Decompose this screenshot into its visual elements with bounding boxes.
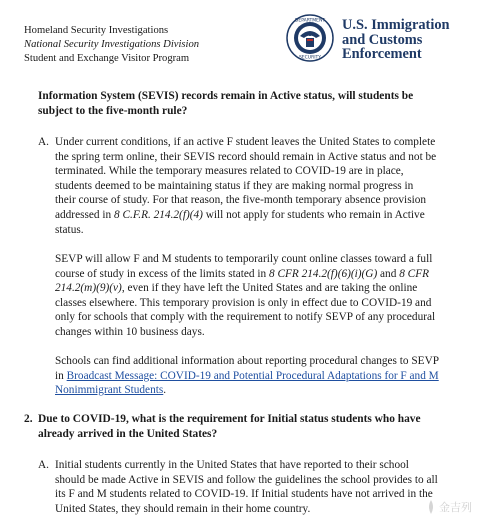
question-2-text [38, 412, 468, 442]
a1-line: students deemed to be maintaining status if they are making normal progress in [55, 179, 414, 192]
cfr-citation: 8 CFR 214.2(f)(6)(i)(G) [268, 267, 378, 280]
a1-line: terminated. While the temporary measures related to COVID-19 are in place, [55, 165, 404, 178]
ice-brand [342, 18, 450, 62]
a2-line: should be made Active in SEVIS and follow the guidelines the school provides to all [55, 473, 438, 486]
a1-line: classes elsewhere. This temporary provision is only in effect due to COVID-19 and [55, 296, 432, 309]
broadcast-message-link[interactable]: Nonimmigrant Students [55, 384, 164, 397]
a1-line [55, 383, 465, 398]
broadcast-message-link[interactable]: Broadcast Message: COVID-19 and Potential Procedural Adaptations for F and M [66, 369, 439, 382]
watermark-mark-icon [429, 500, 433, 514]
answer-2-paragraph [55, 458, 465, 516]
watermark-logo [425, 496, 481, 518]
a1-text: and [377, 267, 400, 280]
a1-line: only for schools that comply with the requirement to notify SEVP of any procedural [55, 311, 436, 324]
answer-2-label: A. [38, 459, 49, 471]
a1-line: Schools can find additional information about reporting procedural changes to SEVP [55, 355, 440, 367]
answer-1-paragraph-1 [55, 135, 465, 237]
a1-text: will not apply for students who remain in Active [202, 208, 425, 221]
a1-text: course of study in excess of the limits stated in [55, 267, 269, 280]
answer-1-label: A. [38, 136, 49, 148]
a1-text: . [163, 384, 167, 397]
q2-line: already arrived in the United States? [38, 428, 218, 440]
brand-line-2: and Customs [342, 31, 423, 48]
cfr-citation: 214.2(m)(9)(v) [55, 282, 122, 295]
a1-line: Under current conditions, if an active F student leaves the United States to complete [55, 136, 436, 148]
cfr-citation: 8 C.F.R. 214.2(f)(4) [113, 208, 203, 221]
answer-1-paragraph-2 [55, 252, 465, 340]
question-2-number: 2. [24, 413, 33, 425]
brand-line-3: Enforcement [342, 46, 422, 62]
a1-line [55, 369, 465, 384]
a1-line: the spring term online, their SEVIS record should remain in Active status and not be [55, 150, 437, 163]
agency-line-2: National Security Investigations Division [24, 39, 200, 50]
question-1-continuation [38, 89, 468, 119]
a2-line: its F and M students related to COVID-19. If Initial students have not arrived in the [55, 488, 433, 501]
watermark-text: 金吉列 [439, 501, 472, 514]
cfr-citation: 8 CFR [399, 267, 429, 280]
a1-text: in [55, 369, 67, 382]
dhs-seal-icon [286, 14, 334, 62]
seal-bottom-text: SECURITY [298, 55, 322, 61]
a1-line [55, 281, 465, 296]
agency-line-1: Homeland Security Investigations [24, 25, 169, 36]
a1-line: status. [55, 223, 84, 236]
answer-1-paragraph-3 [55, 354, 465, 398]
a2-line: Initial students currently in the United States that have reported to their school [55, 459, 409, 471]
q1-line: Information System (SEVIS) records remain in Active status, will students be [38, 90, 414, 102]
a1-text: addressed in [55, 208, 114, 221]
agency-line-3: Student and Exchange Visitor Program [24, 53, 190, 64]
a1-line: changes within 10 business days. [55, 325, 205, 338]
a1-line [55, 267, 465, 282]
q2-line: Due to COVID-19, what is the requirement for Initial status students who have [38, 413, 421, 425]
agency-lines [24, 24, 199, 66]
a1-line: their course of study. For that reason, the five-month temporary absence provision [55, 194, 427, 207]
q1-line: subject to the five-month rule? [38, 105, 188, 117]
a2-line: United States, they should remain in their home country. [55, 502, 311, 515]
seal-top-text: DEPARTMENT [294, 18, 326, 24]
a1-line [55, 208, 465, 223]
a1-line: SEVP will allow F and M students to temporarily count online classes toward a full [55, 253, 433, 265]
document-header [0, 0, 487, 80]
a1-text: , even if they have left the United States and are taking the online [121, 282, 418, 295]
brand-line-1: U.S. Immigration [342, 17, 450, 33]
